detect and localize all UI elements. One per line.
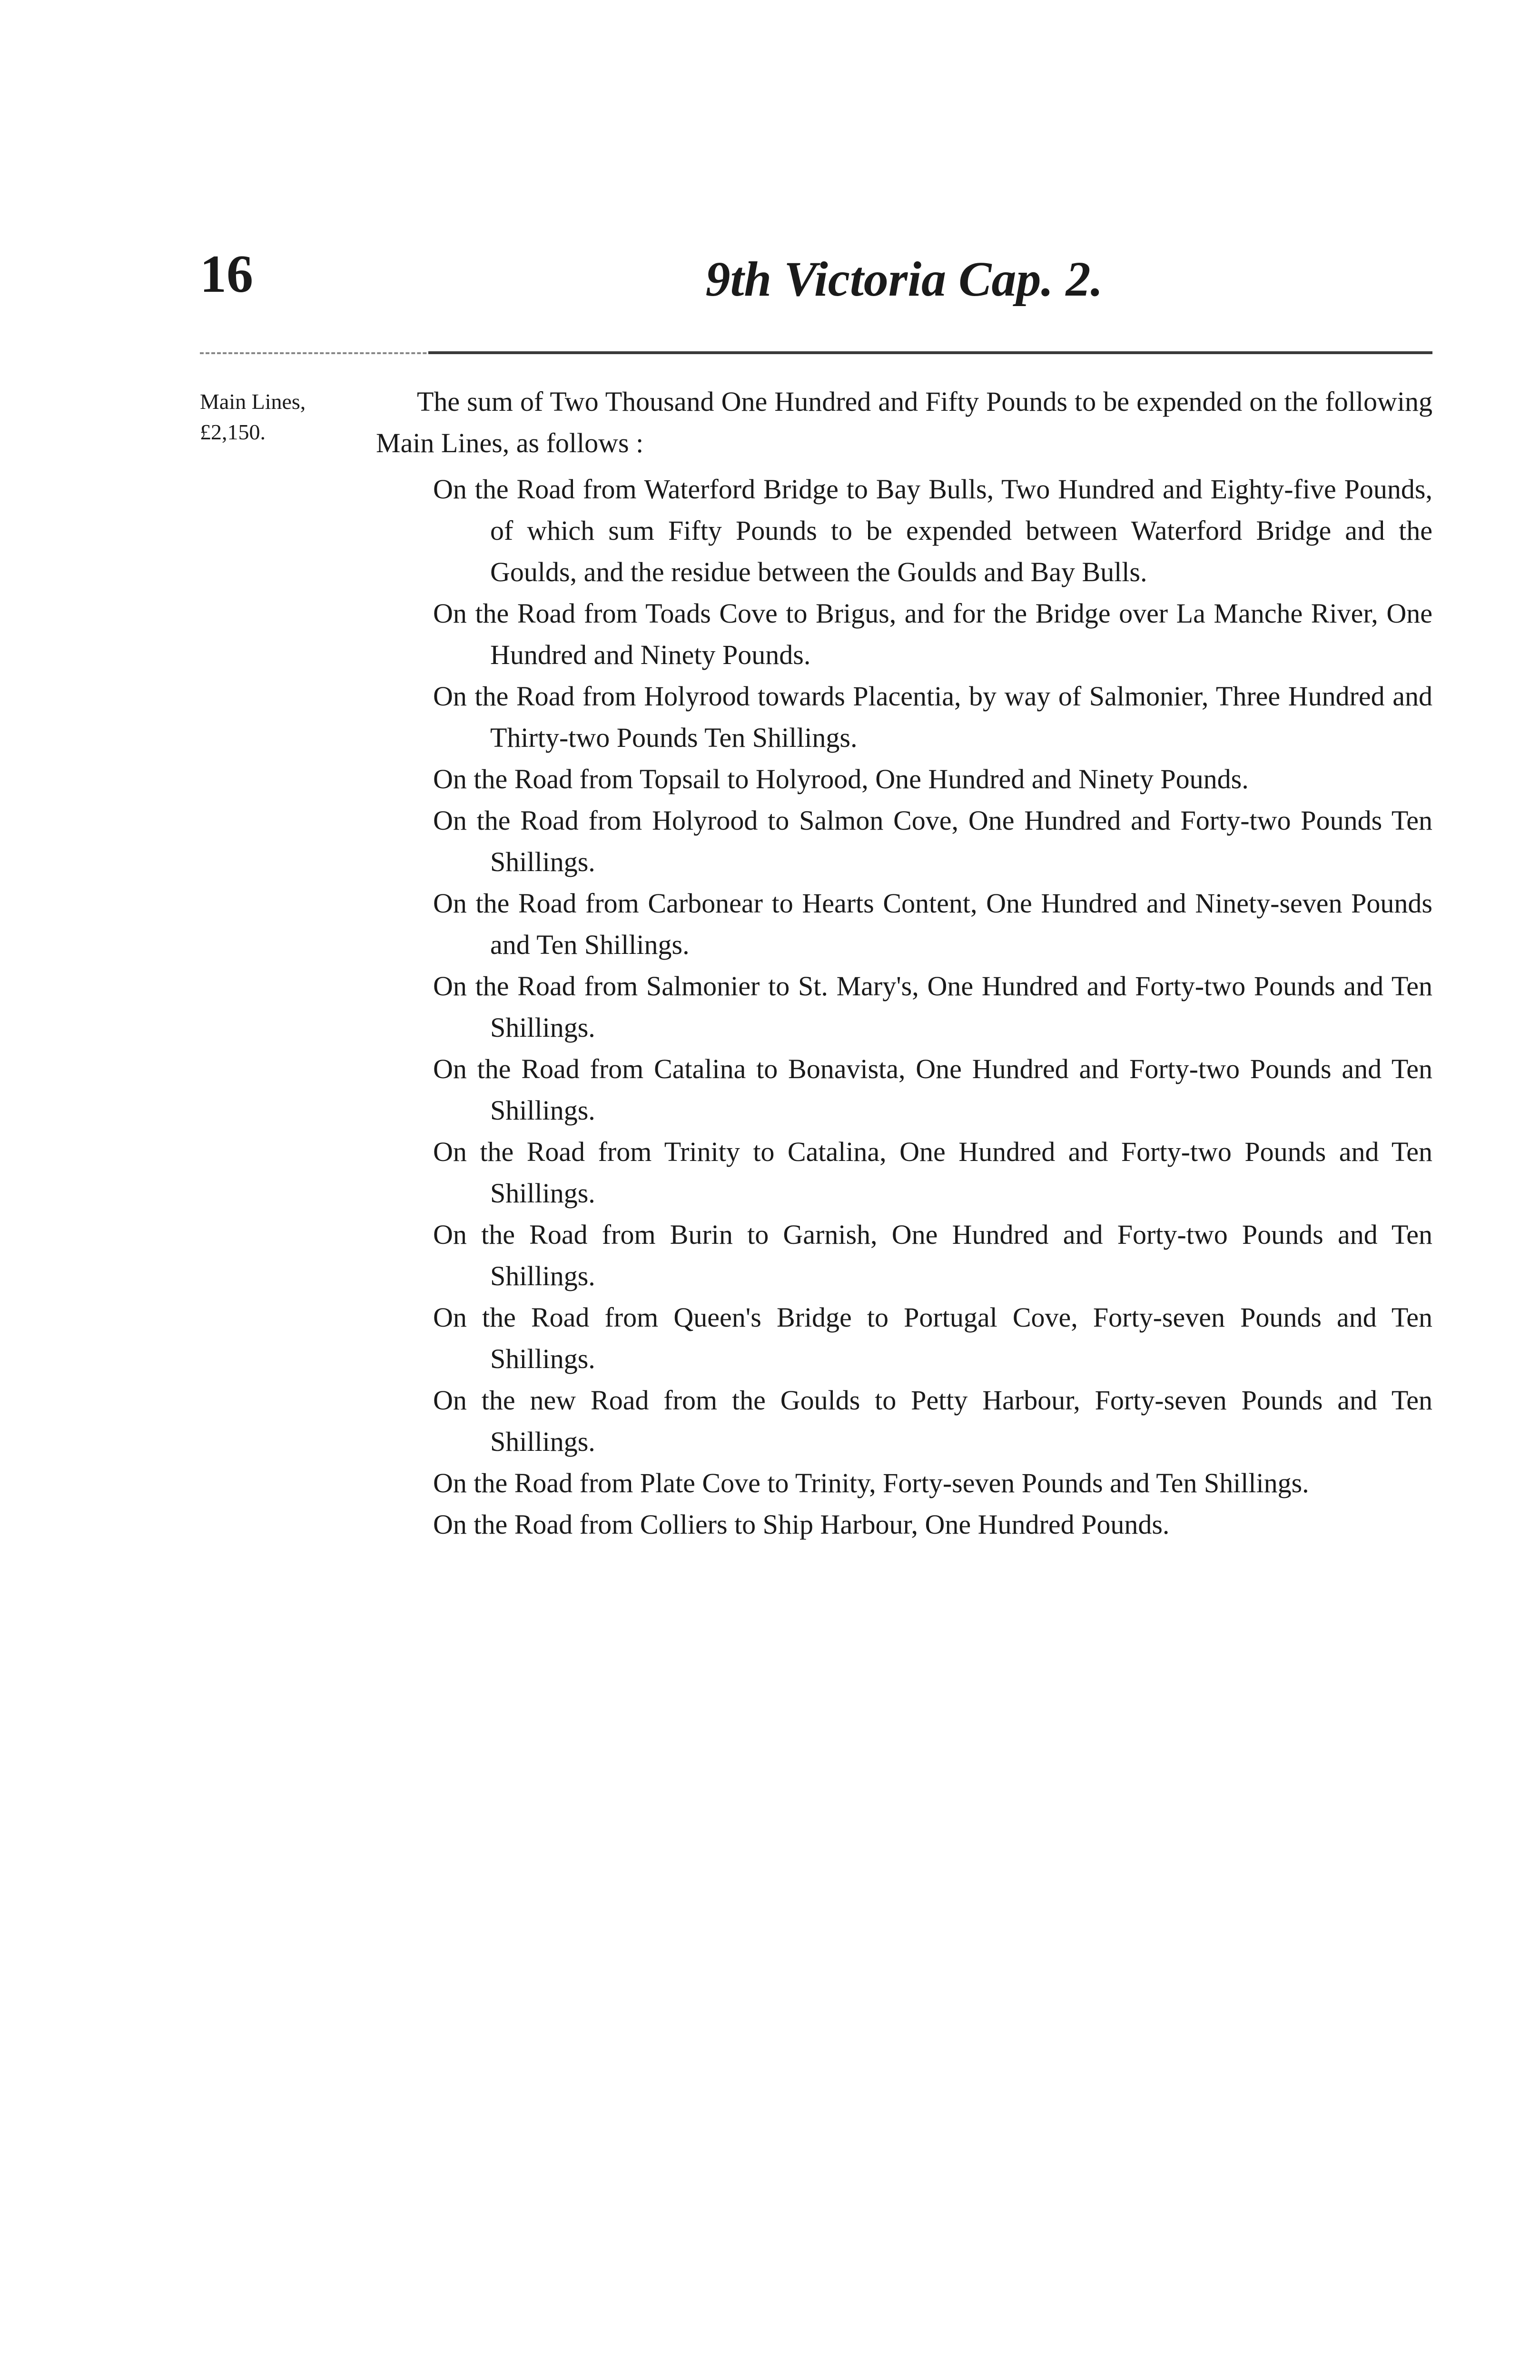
road-entry: On the Road from Toads Cove to Brigus, and for the Bridge over La Manche River, One Hundred and Ninety Pounds. bbox=[433, 598, 1432, 670]
margin-note-amount: £2,150. bbox=[200, 420, 266, 444]
road-entry: On the Road from Trinity to Catalina, One Hundred and Forty-two Pounds and Ten Shillings. bbox=[433, 1136, 1432, 1209]
road-entry: On the Road from Salmonier to St. Mary's, One Hundred and Forty-two Pounds and Ten Shillings. bbox=[433, 971, 1432, 1043]
road-entry: On the Road from Catalina to Bonavista, One Hundred and Forty-two Pounds and Ten Shillings. bbox=[433, 1053, 1432, 1126]
main-text bbox=[376, 381, 1432, 1545]
road-entry: On the Road from Burin to Garnish, One Hundred and Forty-two Pounds and Ten Shillings. bbox=[433, 1219, 1432, 1291]
road-entry: On the new Road from the Goulds to Petty Harbour, Forty-seven Pounds and Ten Shillings. bbox=[433, 1385, 1432, 1457]
road-entry: On the Road from Holyrood towards Placentia, by way of Salmonier, Three Hundred and Thirty-two Pounds Ten Shillings. bbox=[433, 681, 1432, 753]
margin-note bbox=[200, 387, 371, 447]
road-entries-list bbox=[376, 468, 1432, 1545]
running-head: 9th Victoria Cap. 2. bbox=[705, 252, 1103, 307]
road-entry: On the Road from Colliers to Ship Harbour, One Hundred Pounds. bbox=[433, 1509, 1170, 1540]
page-number: 16 bbox=[200, 245, 253, 304]
header-rule bbox=[428, 351, 1432, 354]
road-entry: On the Road from Waterford Bridge to Bay Bulls, Two Hundred and Eighty-five Pounds, of which sum Fifty Pounds to be expended between Waterford Bridge and the Goulds, and the residue between the Goulds and Bay Bulls. bbox=[433, 474, 1432, 587]
margin-note-title: Main Lines, bbox=[200, 389, 306, 414]
road-entry: On the Road from Carbonear to Hearts Content, One Hundred and Ninety-seven Pounds and Ten Shillings. bbox=[433, 888, 1432, 960]
intro-paragraph: The sum of Two Thousand One Hundred and Fifty Pounds to be expended on the following Main Lines, as follows : bbox=[376, 386, 1432, 458]
road-entry: On the Road from Plate Cove to Trinity, Forty-seven Pounds and Ten Shillings. bbox=[433, 1468, 1309, 1498]
road-entry: On the Road from Topsail to Holyrood, One Hundred and Ninety Pounds. bbox=[433, 764, 1249, 794]
road-entry: On the Road from Queen's Bridge to Portugal Cove, Forty-seven Pounds and Ten Shillings. bbox=[433, 1302, 1432, 1374]
road-entry: On the Road from Holyrood to Salmon Cove, One Hundred and Forty-two Pounds Ten Shillings. bbox=[433, 805, 1432, 877]
